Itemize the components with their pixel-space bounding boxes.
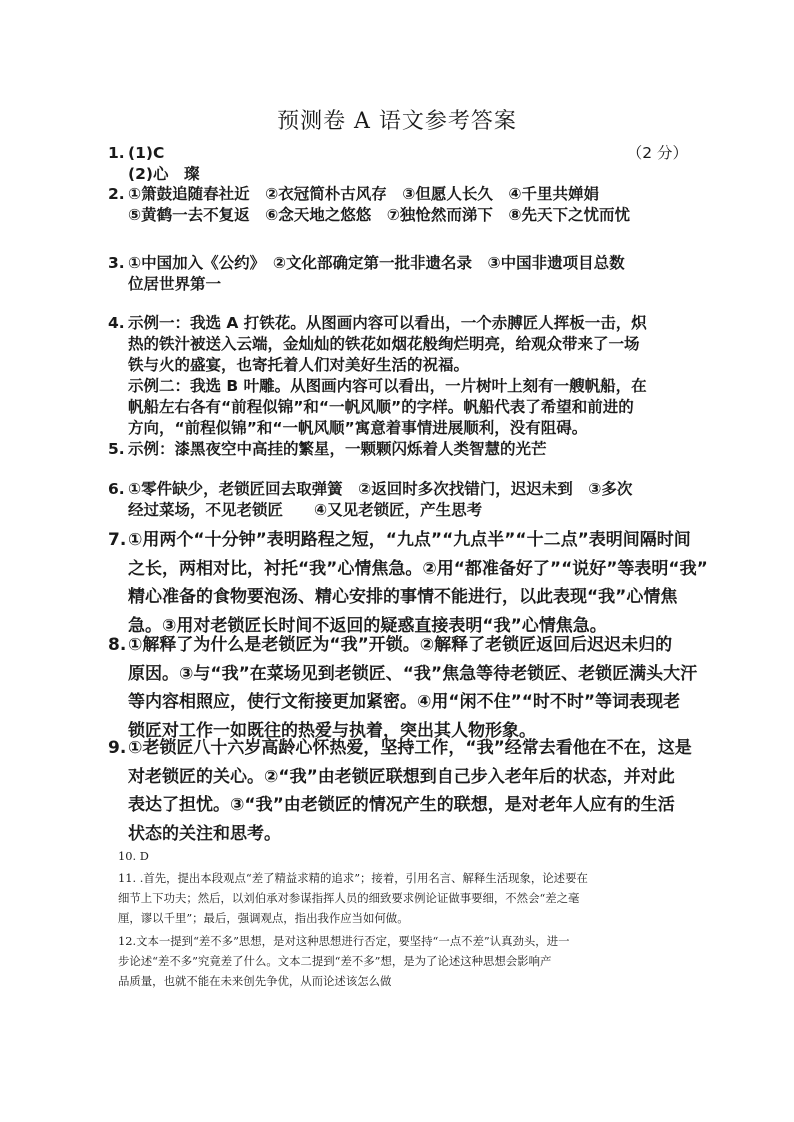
answer-line: 之长，两相对比，衬托“我”心情焦急。②用“都准备好了”“说好”等表明“我”	[128, 558, 708, 579]
answer-line: 铁与火的盛宴，也寄托着人们对美好生活的祝福。	[128, 356, 470, 374]
answer-line: ①箫鼓追随春社近 ②衣冠简朴古风存 ③但愿人长久 ④千里共婵娟	[128, 185, 599, 203]
question-9	[108, 734, 692, 848]
question-1	[108, 143, 688, 185]
question-11	[118, 868, 678, 928]
answer-line: 热的铁汁被送入云端，金灿灿的铁花如烟花般绚烂明亮，给观众带来了一场	[128, 335, 640, 353]
answer-line: 细节上下功夫；然后，以刘伯承对参谋指挥人员的细致要求例论证做事要细，不然会“差之毫	[118, 891, 580, 905]
question-number: 4.	[108, 314, 125, 332]
question-number: 8.	[108, 635, 127, 655]
answer-line: 急。③用对老锁匠长时间不返回的疑惑直接表明“我”心情焦急。	[128, 615, 607, 636]
answer-line: ⑤黄鹤一去不复返 ⑥念天地之悠悠 ⑦独怆然而涕下 ⑧先天下之忧而忧	[128, 206, 630, 224]
answer-line: 步论述“差不多”究竟差了什么。文本二提到“差不多”想，是为了论述这种思想会影响产	[118, 954, 552, 968]
answer-line: 品质量，也就不能在未来创先争优，从而论述该怎么做	[118, 974, 392, 988]
answer-line: ①老锁匠八十六岁高龄心怀热爱，坚持工作，“我”经常去看他在不在，这是	[128, 738, 692, 758]
answer-line: 11. .首先，提出本段观点“差了精益求精的追求”；接着，引用名言、解释生活现象，论述要在	[118, 871, 588, 885]
answer-line: 经过菜场，不见老锁匠 ④又见老锁匠，产生思考	[128, 501, 483, 519]
answer-line: ①用两个“十分钟”表明路程之短，“九点”“九点半”“十二点”表明间隔时间	[128, 530, 691, 550]
answer-line: 精心准备的食物要泡汤、精心安排的事情不能进行，以此表现“我”心情焦	[128, 587, 678, 607]
question-number: 1.	[108, 144, 125, 162]
answer-line: 表达了担忧。③“我”由老锁匠的情况产生的联想，是对老年人应有的生活	[128, 795, 675, 815]
answer-line: 锁匠对工作一如既往的热爱与执着，突出其人物形象。	[128, 720, 536, 741]
answer-line: 10. D	[118, 849, 149, 863]
answer-line: 位居世界第一	[128, 275, 222, 293]
answer-line: 示例一：我选 A 打铁花。从图画内容可以看出，一个赤膊匠人挥板一击，炽	[128, 314, 647, 332]
answer-line: 对老锁匠的关心。②“我”由老锁匠联想到自己步入老年后的状态，并对此	[128, 766, 675, 787]
question-7	[108, 526, 708, 640]
answer-line: (2)心 璨	[128, 165, 200, 183]
question-2	[108, 184, 680, 226]
question-number: 2.	[108, 185, 125, 203]
question-12	[118, 931, 678, 991]
answer-line: ①解释了为什么是老锁匠为“我”开锁。②解释了老锁匠返回后迟迟未归的	[128, 635, 673, 655]
question-6	[108, 479, 680, 521]
question-number: 9.	[108, 738, 127, 758]
question-number: 5.	[108, 440, 125, 458]
answer-line: 帆船左右各有“前程似锦”和“一帆风顺”的字样。帆船代表了希望和前进的	[128, 398, 634, 416]
question-8	[108, 631, 698, 745]
answer-line: 示例：漆黑夜空中高挂的繁星，一颗颗闪烁着人类智慧的光芒	[128, 440, 547, 458]
answer-line: ①中国加入《公约》 ②文化部确定第一批非遗名录 ③中国非遗项目总数	[128, 254, 625, 272]
answer-line: 12.文本一提到“差不多”思想，是对这种思想进行否定，要坚持“一点不差”认真劲头，进一	[118, 934, 570, 948]
answer-line: 方向，“前程似锦”和“一帆风顺”寓意着事情进展顺利，没有阻碍。	[128, 419, 588, 437]
answer-line: 厘，谬以千里”；最后，强调观点，指出我作应当如何做。	[118, 911, 409, 925]
question-3	[108, 253, 680, 295]
answer-line: (1)C	[128, 144, 165, 162]
answer-line: 等内容相照应，使行文衔接更加紧密。④用“闲不住”“时不时”等词表现老	[128, 692, 681, 712]
score-label: （2 分）	[626, 144, 688, 162]
question-4	[108, 313, 680, 439]
answer-line: 原因。③与“我”在菜场见到老锁匠、“我”焦急等待老锁匠、老锁匠满头大汗	[128, 663, 698, 684]
answer-line: 示例二：我选 B 叶雕。从图画内容可以看出，一片树叶上刻有一艘帆船，在	[128, 377, 647, 395]
question-number: 6.	[108, 480, 125, 498]
question-number: 3.	[108, 254, 125, 272]
question-number: 7.	[108, 530, 127, 550]
page-title: 预测卷 A 语文参考答案	[277, 109, 517, 134]
question-10	[118, 846, 678, 866]
answer-line: 状态的关注和思考。	[128, 823, 281, 844]
answer-line: ①零件缺少，老锁匠回去取弹簧 ②返回时多次找错门，迟迟未到 ③多次	[128, 480, 633, 498]
question-5	[108, 439, 680, 460]
